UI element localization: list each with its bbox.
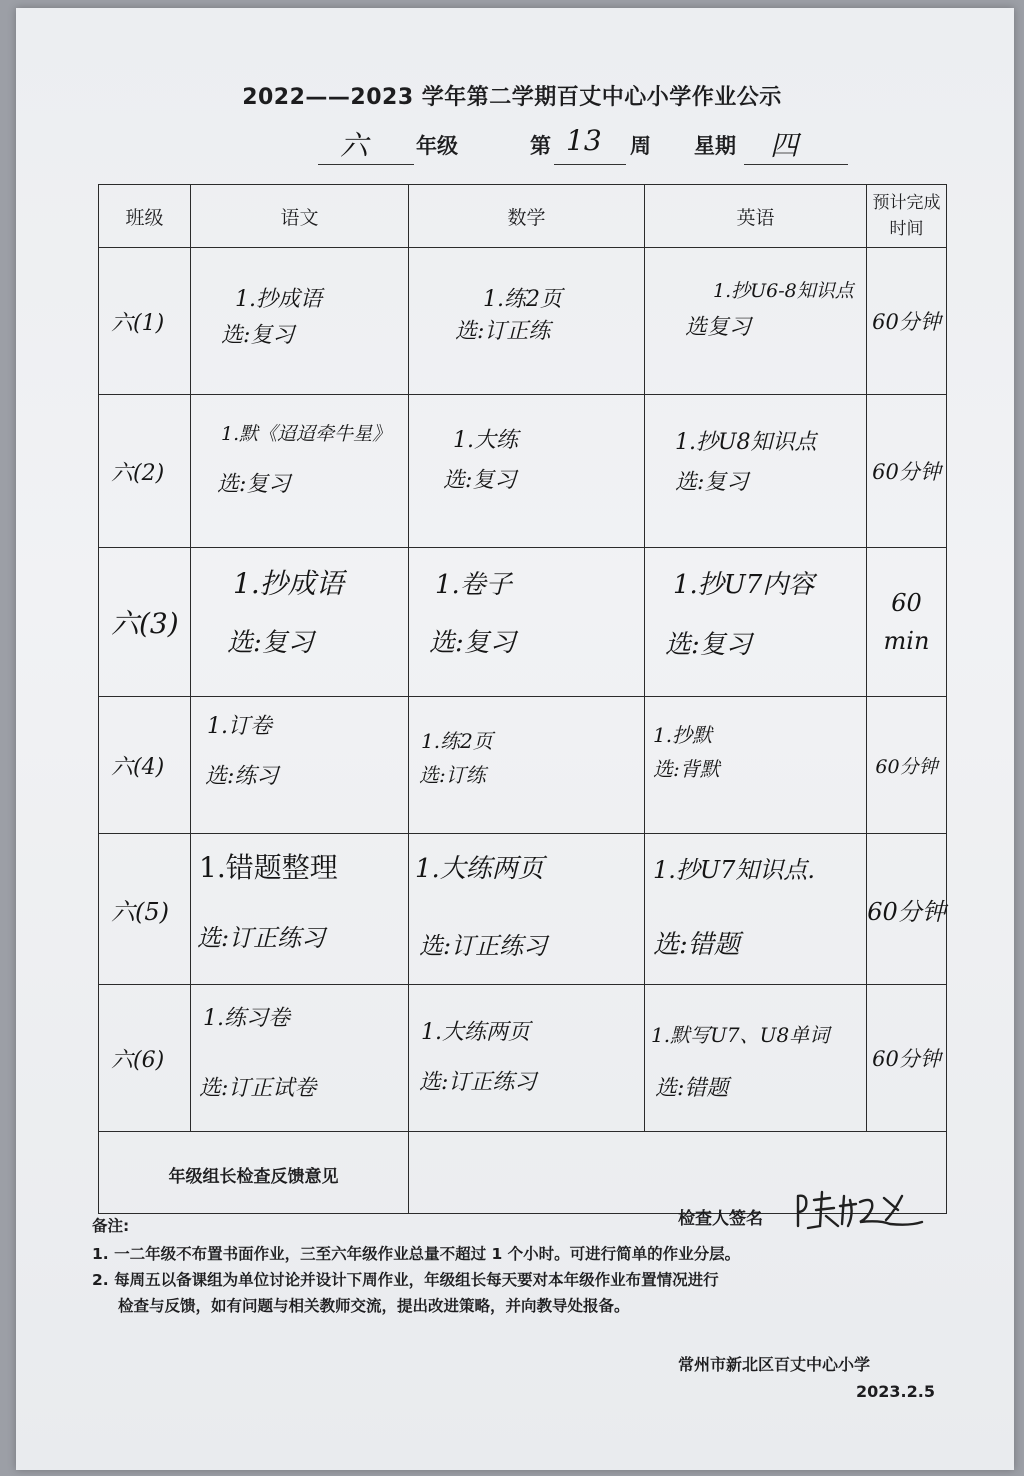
english-optional: 选:背默 (653, 757, 720, 781)
math-cell (409, 985, 645, 1132)
math-optional: 选:订正练习 (419, 932, 548, 960)
table-row (99, 548, 947, 697)
english-task: 1.抄U7知识点. (653, 856, 816, 884)
english-task: 1.抄U7内容 (673, 570, 815, 600)
english-cell (645, 834, 867, 985)
math-task: 1.大练两页 (415, 854, 544, 884)
english-optional: 选:错题 (655, 1076, 729, 1101)
grade-value: 六 (340, 129, 369, 162)
english-optional: 选复习 (685, 315, 752, 340)
math-task: 1.练2页 (421, 729, 493, 753)
class-cell: 六(5) (99, 834, 191, 985)
class-cell: 六(6) (99, 985, 191, 1132)
column-header-time: 预计完成时间 (867, 185, 947, 248)
chinese-task: 1.默《迢迢牵牛星》 (221, 423, 392, 445)
math-task: 1.练2页 (483, 287, 562, 312)
column-header-english: 英语 (645, 185, 867, 248)
grade-label: 年级 (416, 134, 458, 158)
chinese-task: 1.练习卷 (203, 1006, 290, 1031)
math-cell (409, 834, 645, 985)
table-row (99, 395, 947, 548)
english-task: 1.抄默 (653, 723, 713, 747)
english-cell (645, 985, 867, 1132)
homework-table (98, 184, 947, 1214)
class-cell: 六(2) (99, 395, 191, 548)
english-optional: 选:复习 (665, 630, 752, 660)
math-cell (409, 248, 645, 395)
chinese-optional: 选:复习 (221, 323, 295, 348)
english-cell (645, 548, 867, 697)
chinese-task: 1.订卷 (207, 714, 272, 739)
chinese-cell (191, 548, 409, 697)
class-cell: 六(4) (99, 697, 191, 834)
class-cell: 六(3) (99, 548, 191, 697)
school-name: 常州市新北区百丈中心小学 (678, 1355, 871, 1374)
math-task: 1.大练两页 (421, 1020, 530, 1045)
chinese-optional: 选:复习 (217, 472, 291, 497)
math-optional: 选:订正练 (455, 319, 551, 344)
inspector-signature-label: 检查人签名 (678, 1209, 763, 1229)
english-cell (645, 395, 867, 548)
chinese-cell (191, 834, 409, 985)
chinese-task: 1.抄成语 (233, 567, 344, 600)
chinese-cell (191, 248, 409, 395)
math-task: 1.卷子 (435, 570, 512, 600)
time-cell: 60分钟 (867, 985, 947, 1132)
chinese-cell (191, 985, 409, 1132)
column-header-chinese: 语文 (191, 185, 409, 248)
time-cell: 60分钟 (867, 248, 947, 395)
math-optional: 选:复习 (443, 468, 517, 493)
column-header-class: 班级 (99, 185, 191, 248)
inspector-signature (790, 1186, 930, 1232)
math-cell (409, 395, 645, 548)
table-row (99, 697, 947, 834)
week-prefix: 第 (530, 134, 551, 158)
week-suffix: 周 (630, 134, 651, 158)
week-value: 13 (566, 124, 602, 157)
english-optional: 选:错题 (653, 930, 740, 960)
note-item-2-continued: 检查与反馈，如有问题与相关教师交流，提出改进策略，并向教导处报备。 (118, 1297, 630, 1315)
document-title: 2022——2023 学年第二学期百丈中心小学作业公示 (242, 85, 782, 110)
weekday-value: 四 (770, 129, 799, 162)
chinese-cell (191, 697, 409, 834)
english-task: 1.抄U8知识点 (675, 430, 817, 455)
math-optional: 选:订练 (419, 763, 486, 787)
english-cell (645, 248, 867, 395)
time-cell: 60分钟 (867, 697, 947, 834)
table-header-row (99, 185, 947, 248)
english-optional: 选:复习 (675, 470, 749, 495)
chinese-optional: 选:复习 (227, 628, 314, 658)
math-cell (409, 548, 645, 697)
english-cell (645, 697, 867, 834)
table-row (99, 834, 947, 985)
weekday-label: 星期 (694, 134, 736, 158)
chinese-optional: 选:订正练习 (197, 924, 326, 952)
feedback-label: 年级组长检查反馈意见 (99, 1132, 409, 1214)
note-item-1: 1. 一二年级不布置书面作业，三至六年级作业总量不超过 1 个小时。可进行简单的作业分层。 (92, 1245, 741, 1263)
math-cell (409, 697, 645, 834)
chinese-task: 1.错题整理 (199, 851, 338, 884)
notes-heading: 备注: (92, 1217, 130, 1235)
class-cell: 六(1) (99, 248, 191, 395)
chinese-optional: 选:订正试卷 (199, 1076, 317, 1101)
english-task: 1.默写U7、U8单词 (651, 1023, 830, 1047)
english-task: 1.抄U6-8知识点 (713, 280, 854, 302)
time-cell: 60分钟 (867, 834, 947, 985)
chinese-task: 1.抄成语 (235, 287, 322, 312)
document-date: 2023.2.5 (856, 1382, 935, 1401)
chinese-optional: 选:练习 (205, 764, 279, 789)
time-cell: 60分钟 (867, 395, 947, 548)
math-optional: 选:复习 (429, 628, 516, 658)
math-task: 1.大练 (453, 428, 518, 453)
math-optional: 选:订正练习 (419, 1070, 537, 1095)
time-cell: 60 min (867, 548, 947, 697)
chinese-cell (191, 395, 409, 548)
note-item-2: 2. 每周五以备课组为单位讨论并设计下周作业，年级组长每天要对本年级作业布置情况进行 (92, 1271, 719, 1289)
table-row (99, 985, 947, 1132)
column-header-math: 数学 (409, 185, 645, 248)
table-row (99, 248, 947, 395)
